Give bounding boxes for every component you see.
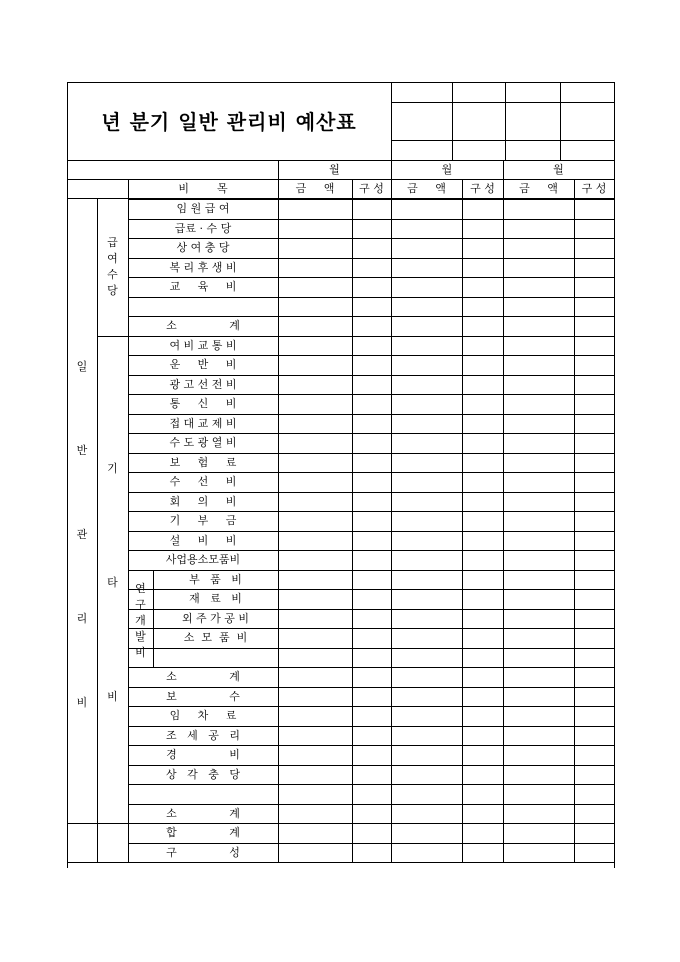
month-label: 월 — [553, 163, 564, 176]
row-line — [128, 550, 615, 551]
row-line — [128, 804, 615, 805]
group-line — [67, 823, 129, 824]
row-line — [128, 823, 615, 824]
row-label: 급료 · 수 당 — [174, 222, 232, 235]
column-line — [574, 199, 575, 863]
general-admin-label: 반 — [76, 444, 88, 457]
row-label: 재 료 비 — [189, 592, 242, 605]
salary-group-label: 당 — [107, 284, 118, 297]
row-label: 교 육 비 — [169, 280, 237, 293]
salary-group-label: 여 — [107, 252, 118, 265]
row-line — [128, 726, 615, 727]
row-line — [128, 589, 615, 590]
row-line — [128, 453, 615, 454]
column-line — [128, 199, 129, 863]
row-label: 소 모 품 비 — [183, 631, 248, 644]
header-ratio: 구 성 — [359, 182, 384, 195]
row-line — [128, 765, 615, 766]
row-label: 부 품 비 — [189, 573, 242, 586]
row-line — [128, 277, 615, 278]
row-line — [128, 667, 615, 668]
row-line — [128, 531, 615, 532]
rnd-group-label: 비 — [135, 646, 146, 659]
header-row-top — [67, 179, 615, 180]
row-line — [128, 297, 615, 298]
row-label: 상 각 충 당 — [166, 768, 240, 781]
group-line — [97, 336, 129, 337]
row-line — [128, 336, 615, 337]
row-line — [128, 219, 615, 220]
row-label: 사업용소모품비 — [165, 553, 241, 566]
row-line — [128, 238, 615, 239]
rnd-group-label: 연 — [135, 582, 146, 595]
row-label: 보 험 료 — [169, 456, 237, 469]
rnd-group-label: 개 — [135, 614, 146, 627]
general-admin-label: 일 — [76, 360, 88, 373]
rnd-line — [128, 570, 154, 571]
row-label: 광 고 선 전 비 — [169, 378, 237, 391]
salary-group-label: 급 — [107, 236, 118, 249]
header-amount: 금 액 — [519, 182, 558, 195]
header-item: 비 목 — [178, 182, 228, 195]
table-left-border — [67, 82, 68, 868]
row-line — [128, 199, 615, 200]
row-label: 운 반 비 — [169, 358, 237, 371]
title-grid-line — [505, 82, 506, 161]
row-line — [128, 628, 615, 629]
row-label: 복 리 후 생 비 — [169, 261, 237, 274]
row-line — [128, 394, 615, 395]
row-label: 경 비 — [166, 748, 240, 761]
row-line — [128, 316, 615, 317]
title-grid-line — [560, 82, 561, 161]
row-label: 통 신 비 — [169, 397, 237, 410]
row-line — [128, 570, 615, 571]
row-label: 접 대 교 제 비 — [169, 417, 237, 430]
month-label: 월 — [441, 163, 453, 176]
salary-group-label: 수 — [107, 268, 118, 281]
row-label: 회 의 비 — [169, 495, 237, 508]
row-line — [128, 433, 615, 434]
month-row-top — [67, 160, 615, 161]
row-label: 설 비 비 — [169, 534, 237, 547]
row-label: 외 주 가 공 비 — [181, 612, 250, 625]
rnd-group-label: 발 — [135, 630, 146, 643]
row-line — [128, 472, 615, 473]
column-line — [462, 199, 463, 863]
row-line — [128, 414, 615, 415]
row-label: 합 계 — [166, 826, 240, 839]
month-label: 월 — [329, 163, 340, 176]
row-line — [128, 843, 615, 844]
row-label: 임 차 료 — [169, 709, 237, 722]
row-line — [128, 258, 615, 259]
header-ratio: 구 성 — [581, 182, 607, 195]
row-label: 기 부 금 — [169, 514, 237, 527]
general-admin-label: 관 — [76, 528, 88, 541]
title-grid-line — [391, 102, 615, 103]
header-ratio: 구 성 — [470, 182, 495, 195]
row-line — [128, 687, 615, 688]
row-line — [128, 375, 615, 376]
other-group-label: 타 — [107, 576, 118, 589]
row-line — [128, 355, 615, 356]
table-top-border — [67, 82, 615, 83]
row-label: 소 계 — [166, 670, 240, 683]
rnd-line — [128, 667, 154, 668]
general-admin-label: 비 — [76, 696, 88, 709]
row-line — [128, 511, 615, 512]
rnd-group-label: 구 — [135, 598, 146, 611]
title-grid-line — [452, 82, 453, 161]
row-label: 수 선 비 — [169, 475, 237, 488]
column-line — [352, 199, 353, 863]
row-line — [128, 784, 615, 785]
row-line — [128, 492, 615, 493]
row-label: 조 세 공 리 — [166, 729, 240, 742]
row-line — [128, 745, 615, 746]
title-grid-line — [391, 82, 392, 161]
row-label: 보 수 — [166, 690, 240, 703]
row-label: 상 여 충 당 — [176, 241, 230, 254]
title-grid-line — [391, 140, 615, 141]
row-label: 수 도 광 열 비 — [169, 436, 237, 449]
row-label: 임 원 급 여 — [176, 202, 230, 215]
group-divider — [97, 199, 98, 863]
other-group-label: 기 — [107, 462, 118, 475]
column-line — [278, 199, 279, 863]
general-admin-label: 리 — [76, 612, 88, 625]
row-line — [128, 648, 615, 649]
table-bottom-border — [67, 862, 129, 863]
row-label: 소 계 — [166, 807, 240, 820]
row-line — [128, 706, 615, 707]
row-label: 소 계 — [166, 319, 240, 332]
header-amount: 금 액 — [295, 182, 335, 195]
header-amount: 금 액 — [407, 182, 446, 195]
row-line — [128, 609, 615, 610]
row-label: 구 성 — [166, 846, 240, 859]
column-line — [503, 199, 504, 863]
other-group-label: 비 — [107, 690, 118, 703]
document-title: 년 분기 일반 관리비 예산표 — [101, 110, 357, 134]
column-line — [391, 199, 392, 863]
row-label: 여 비 교 통 비 — [169, 339, 237, 352]
row-line — [128, 862, 615, 863]
